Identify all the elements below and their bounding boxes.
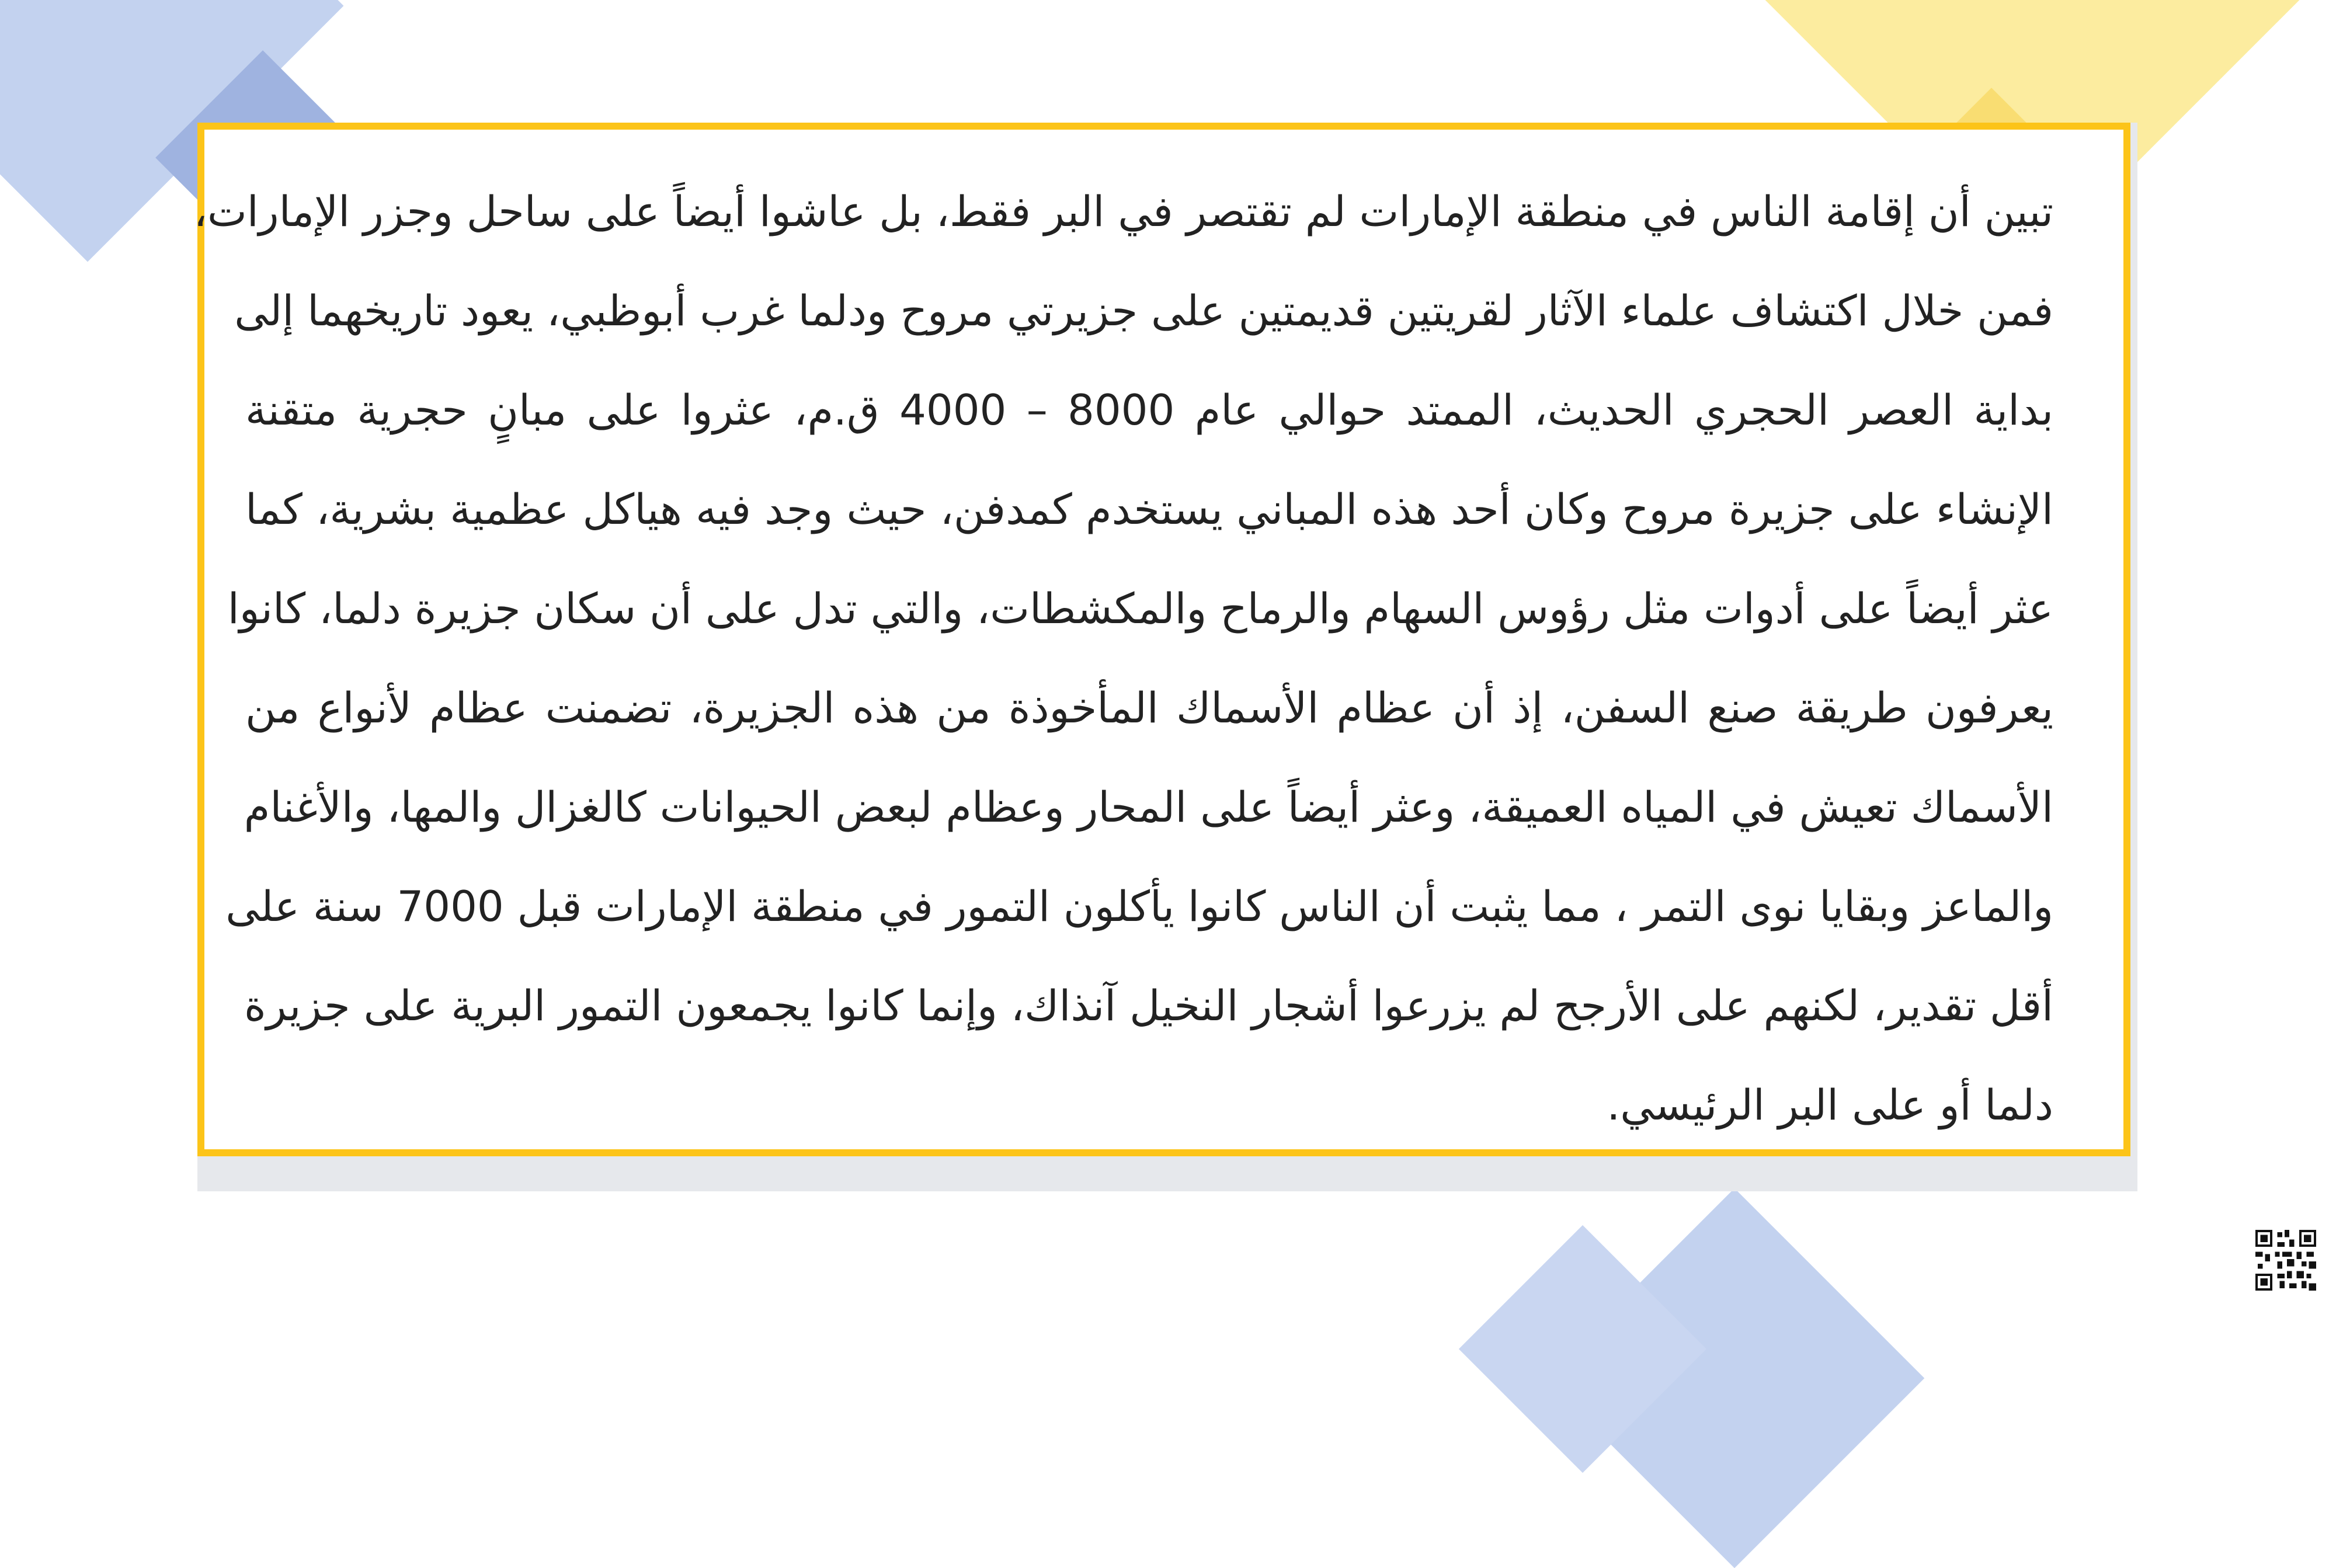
qr-code-icon <box>2255 1230 2316 1291</box>
paragraph-line: الإنشاء على جزيرة مروح وكان أحد هذه المباني يستخدم كمدفن، حيث وجد فيه هياكل عظمية بشرية، كما <box>245 485 2053 534</box>
paragraph-line: يعرفون طريقة صنع السفن، إذ أن عظام الأسماك المأخوذة من هذه الجزيرة، تضمنت عظام لأنواع من <box>245 683 2053 732</box>
paragraph-line: فمن خلال اكتشاف علماء الآثار لقريتين قديمتين على جزيرتي مروح ودلما غرب أبوظبي، يعود تاريخهما إلى <box>234 286 2053 335</box>
paragraph-line: والماعز وبقايا نوى التمر ، مما يثبت أن الناس كانوا يأكلون التمور في منطقة الإمارات قبل 7000 سنة على <box>225 882 2053 931</box>
paragraph-line: عثر أيضاً على أدوات مثل رؤوس السهام والرماح والمكشطات، والتي تدل على أن سكان جزيرة دلما، كانوا <box>227 584 2053 633</box>
paragraph-line: تبين أن إقامة الناس في منطقة الإمارات لم تقتصر في البر فقط، بل عاشوا أيضاً على ساحل وجزر الإمارات، <box>193 187 2053 236</box>
paragraph-line: بداية العصر الحجري الحديث، الممتد حوالي عام 8000 – 4000 ق.م، عثروا على مبانٍ حجرية متقنة <box>245 385 2053 434</box>
paragraph-line: أقل تقدير، لكنهم على الأرجح لم يزرعوا أشجار النخيل آنذاك، وإنما كانوا يجمعون التمور البرية على جزيرة <box>244 981 2053 1030</box>
text-card <box>193 123 2130 1156</box>
paragraph <box>193 162 2053 1155</box>
paragraph-line: الأسماك تعيش في المياه العميقة، وعثر أيضاً على المحار وعظام لبعض الحيوانات كالغزال والمها، والأغنام <box>244 783 2053 832</box>
paragraph-line-last: دلما أو على البر الرئيسي. <box>1607 1080 2053 1129</box>
